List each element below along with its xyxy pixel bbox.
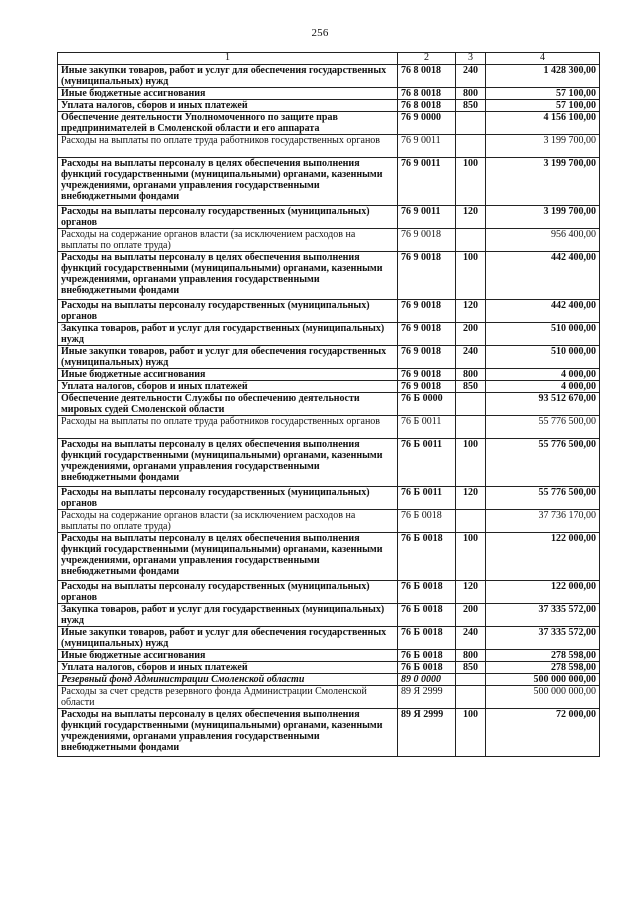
budget-table-body — [58, 53, 600, 757]
row-expense-type-cell: 100 — [456, 252, 486, 300]
table-row — [58, 393, 600, 416]
row-name-cell: Иные закупки товаров, работ и услуг для обеспечения государственных (муниципальных) нужд — [58, 627, 398, 650]
row-code-cell: 76 Б 0011 — [398, 487, 456, 510]
table-row — [58, 510, 600, 533]
row-name-cell: Резервный фонд Администрации Смоленской области — [58, 674, 398, 686]
table-row — [58, 229, 600, 252]
row-code-cell: 76 Б 0018 — [398, 627, 456, 650]
table-row — [58, 686, 600, 709]
row-amount-cell: 1 428 300,00 — [486, 65, 600, 88]
table-row — [58, 381, 600, 393]
header-row — [58, 53, 600, 65]
row-expense-type-cell: 800 — [456, 88, 486, 100]
row-code-cell: 76 Б 0018 — [398, 650, 456, 662]
row-amount-cell: 442 400,00 — [486, 300, 600, 323]
table-row — [58, 346, 600, 369]
row-code-cell: 76 8 0018 — [398, 88, 456, 100]
row-name-cell: Расходы на выплаты персоналу в целях обеспечения выполнения функций государственными (муниципальными) органами, казенными учреждениями, органами управления государственными внебюджетными фондами — [58, 158, 398, 206]
table-row — [58, 662, 600, 674]
table-row — [58, 158, 600, 206]
row-code-cell: 76 Б 0018 — [398, 581, 456, 604]
row-name-cell: Иные бюджетные ассигнования — [58, 88, 398, 100]
table-row — [58, 65, 600, 88]
row-expense-type-cell: 100 — [456, 439, 486, 487]
row-name-cell: Расходы на выплаты персоналу в целях обеспечения выполнения функций государственными (муниципальными) органами, казенными учреждениями, органами управления государственными внебюджетными фондами — [58, 252, 398, 300]
page-number: 256 — [311, 27, 329, 39]
row-name-cell: Расходы на выплаты персоналу в целях обеспечения выполнения функций государственными (муниципальными) органами, казенными учреждениями, органами управления государственными внебюджетными фондами — [58, 439, 398, 487]
row-amount-cell: 37 335 572,00 — [486, 604, 600, 627]
table-row — [58, 112, 600, 135]
row-amount-cell: 500 000 000,00 — [486, 686, 600, 709]
row-code-cell: 89 Я 2999 — [398, 686, 456, 709]
row-expense-type-cell: 850 — [456, 381, 486, 393]
row-name-cell: Расходы на выплаты персоналу государственных (муниципальных) органов — [58, 581, 398, 604]
row-expense-type-cell: 240 — [456, 346, 486, 369]
row-name-cell: Уплата налогов, сборов и иных платежей — [58, 381, 398, 393]
table-row — [58, 88, 600, 100]
table-row — [58, 135, 600, 158]
row-amount-cell: 3 199 700,00 — [486, 158, 600, 206]
row-amount-cell: 55 776 500,00 — [486, 416, 600, 439]
row-name-cell: Уплата налогов, сборов и иных платежей — [58, 662, 398, 674]
row-name-cell: Закупка товаров, работ и услуг для государственных (муниципальных) нужд — [58, 604, 398, 627]
row-amount-cell: 510 000,00 — [486, 323, 600, 346]
row-name-cell: Расходы на выплаты персоналу в целях обеспечения выполнения функций государственными (муниципальными) органами, казенными учреждениями, органами управления государственными внебюджетными фондами — [58, 533, 398, 581]
table-row — [58, 487, 600, 510]
row-amount-cell: 57 100,00 — [486, 100, 600, 112]
row-amount-cell: 278 598,00 — [486, 650, 600, 662]
row-expense-type-cell: 240 — [456, 627, 486, 650]
row-code-cell: 76 9 0018 — [398, 369, 456, 381]
table-row — [58, 206, 600, 229]
row-code-cell: 76 Б 0018 — [398, 604, 456, 627]
row-expense-type-cell — [456, 510, 486, 533]
row-name-cell: Расходы на выплаты персоналу государственных (муниципальных) органов — [58, 487, 398, 510]
table-row — [58, 100, 600, 112]
row-expense-type-cell: 800 — [456, 369, 486, 381]
table-row — [58, 604, 600, 627]
row-name-cell: Расходы на выплаты персоналу государственных (муниципальных) органов — [58, 300, 398, 323]
row-amount-cell: 3 199 700,00 — [486, 206, 600, 229]
row-amount-cell: 278 598,00 — [486, 662, 600, 674]
row-code-cell: 76 Б 0018 — [398, 533, 456, 581]
row-code-cell: 76 Б 0011 — [398, 439, 456, 487]
row-amount-cell: 57 100,00 — [486, 88, 600, 100]
row-amount-cell: 122 000,00 — [486, 533, 600, 581]
row-code-cell: 76 9 0018 — [398, 229, 456, 252]
row-name-cell: Обеспечение деятельности Уполномоченного по защите прав предпринимателей в Смоленской области и его аппарата — [58, 112, 398, 135]
header-col-4: 4 — [486, 53, 600, 65]
row-code-cell: 76 Б 0000 — [398, 393, 456, 416]
row-amount-cell: 442 400,00 — [486, 252, 600, 300]
table-row — [58, 674, 600, 686]
row-code-cell: 76 Б 0018 — [398, 510, 456, 533]
row-code-cell: 76 9 0018 — [398, 252, 456, 300]
row-amount-cell: 122 000,00 — [486, 581, 600, 604]
header-col-3: 3 — [456, 53, 486, 65]
row-expense-type-cell: 100 — [456, 158, 486, 206]
row-code-cell: 76 9 0018 — [398, 300, 456, 323]
table-row — [58, 300, 600, 323]
row-amount-cell: 3 199 700,00 — [486, 135, 600, 158]
row-expense-type-cell — [456, 135, 486, 158]
row-amount-cell: 93 512 670,00 — [486, 393, 600, 416]
row-amount-cell: 37 736 170,00 — [486, 510, 600, 533]
row-expense-type-cell: 120 — [456, 300, 486, 323]
table-row — [58, 416, 600, 439]
row-name-cell: Расходы на выплаты по оплате труда работников государственных органов — [58, 416, 398, 439]
row-name-cell: Расходы на выплаты персоналу в целях обеспечения выполнения функций государственными (муниципальными) органами, казенными учреждениями, органами управления государственными внебюджетными фондами — [58, 709, 398, 757]
table-row — [58, 627, 600, 650]
row-expense-type-cell: 850 — [456, 100, 486, 112]
header-col-1: 1 — [58, 53, 398, 65]
row-expense-type-cell: 200 — [456, 323, 486, 346]
row-expense-type-cell — [456, 112, 486, 135]
row-code-cell: 76 9 0018 — [398, 381, 456, 393]
row-expense-type-cell — [456, 416, 486, 439]
row-name-cell: Закупка товаров, работ и услуг для государственных (муниципальных) нужд — [58, 323, 398, 346]
row-name-cell: Расходы на содержание органов власти (за исключением расходов на выплаты по оплате труда) — [58, 229, 398, 252]
table-row — [58, 252, 600, 300]
table-row — [58, 369, 600, 381]
row-amount-cell: 55 776 500,00 — [486, 487, 600, 510]
row-code-cell: 76 Б 0018 — [398, 662, 456, 674]
row-expense-type-cell: 120 — [456, 581, 486, 604]
table-row — [58, 439, 600, 487]
row-amount-cell: 72 000,00 — [486, 709, 600, 757]
row-name-cell: Уплата налогов, сборов и иных платежей — [58, 100, 398, 112]
row-code-cell: 76 9 0011 — [398, 158, 456, 206]
row-code-cell: 76 9 0011 — [398, 135, 456, 158]
row-code-cell: 89 0 0000 — [398, 674, 456, 686]
row-expense-type-cell — [456, 674, 486, 686]
row-amount-cell: 55 776 500,00 — [486, 439, 600, 487]
row-name-cell: Расходы на выплаты персоналу государственных (муниципальных) органов — [58, 206, 398, 229]
row-expense-type-cell: 100 — [456, 709, 486, 757]
row-code-cell: 76 9 0018 — [398, 323, 456, 346]
row-amount-cell: 510 000,00 — [486, 346, 600, 369]
budget-table — [57, 52, 600, 757]
row-code-cell: 76 8 0018 — [398, 100, 456, 112]
row-name-cell: Расходы на содержание органов власти (за исключением расходов на выплаты по оплате труда) — [58, 510, 398, 533]
row-code-cell: 76 8 0018 — [398, 65, 456, 88]
row-name-cell: Иные закупки товаров, работ и услуг для обеспечения государственных (муниципальных) нужд — [58, 346, 398, 369]
row-amount-cell: 4 156 100,00 — [486, 112, 600, 135]
table-row — [58, 533, 600, 581]
row-amount-cell: 4 000,00 — [486, 381, 600, 393]
row-name-cell: Расходы на выплаты по оплате труда работников государственных органов — [58, 135, 398, 158]
row-expense-type-cell: 200 — [456, 604, 486, 627]
row-expense-type-cell — [456, 686, 486, 709]
table-row — [58, 323, 600, 346]
row-code-cell: 76 Б 0011 — [398, 416, 456, 439]
row-amount-cell: 4 000,00 — [486, 369, 600, 381]
table-row — [58, 650, 600, 662]
row-name-cell: Иные бюджетные ассигнования — [58, 369, 398, 381]
table-row — [58, 581, 600, 604]
row-expense-type-cell — [456, 393, 486, 416]
row-name-cell: Обеспечение деятельности Службы по обеспечению деятельности мировых судей Смоленской области — [58, 393, 398, 416]
row-amount-cell: 500 000 000,00 — [486, 674, 600, 686]
row-code-cell: 89 Я 2999 — [398, 709, 456, 757]
row-expense-type-cell: 120 — [456, 206, 486, 229]
row-code-cell: 76 9 0018 — [398, 346, 456, 369]
row-expense-type-cell: 850 — [456, 662, 486, 674]
row-expense-type-cell: 120 — [456, 487, 486, 510]
row-expense-type-cell: 100 — [456, 533, 486, 581]
row-amount-cell: 956 400,00 — [486, 229, 600, 252]
row-name-cell: Иные закупки товаров, работ и услуг для обеспечения государственных (муниципальных) нужд — [58, 65, 398, 88]
row-expense-type-cell: 240 — [456, 65, 486, 88]
row-name-cell: Иные бюджетные ассигнования — [58, 650, 398, 662]
row-expense-type-cell: 800 — [456, 650, 486, 662]
row-amount-cell: 37 335 572,00 — [486, 627, 600, 650]
row-code-cell: 76 9 0000 — [398, 112, 456, 135]
row-expense-type-cell — [456, 229, 486, 252]
table-row — [58, 709, 600, 757]
row-name-cell: Расходы за счет средств резервного фонда Администрации Смоленской области — [58, 686, 398, 709]
header-col-2: 2 — [398, 53, 456, 65]
row-code-cell: 76 9 0011 — [398, 206, 456, 229]
